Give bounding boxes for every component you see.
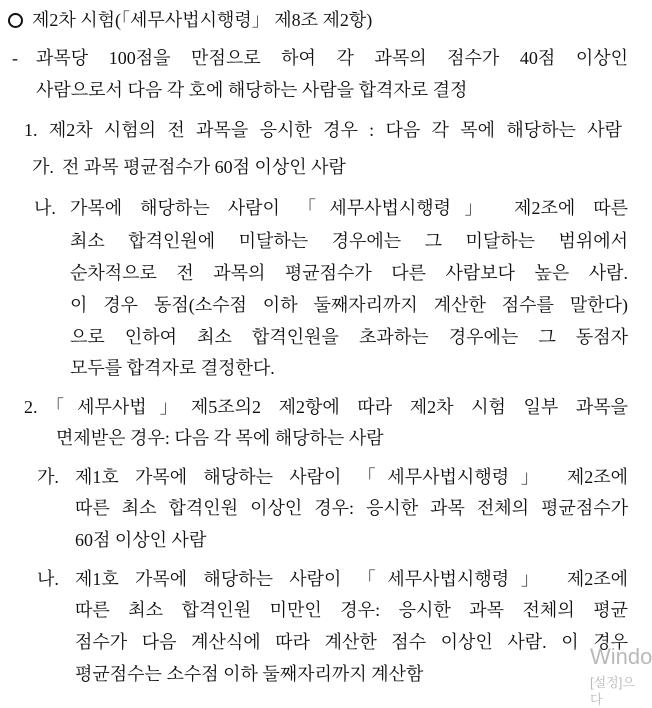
item1-na-line: 모두를 합격자로 결정한다. <box>70 358 275 378</box>
item2-na-label: 나. <box>37 569 59 589</box>
dash-marker: - <box>12 48 18 68</box>
item1-ga-text: 전 과목 평균점수가 60점 이상인 사람 <box>62 157 346 177</box>
item1-na-line: 최소 합격인원에 미달하는 경우에는 그 미달하는 범위에서 <box>70 231 628 251</box>
item1-text: 1. 제2차 시험의 전 과목을 응시한 경우 : 다음 각 목에 해당하는 사람 <box>24 120 622 140</box>
item2-label: 2. <box>24 397 38 417</box>
item2-line: 「세무사법」제5조의2 제2항에 따라 제2차 시험 일부 과목을 <box>46 397 628 417</box>
item2-na-line: 제1호 가목에 해당하는 사람이 「세무사법시행령」 제2조에 <box>75 569 628 589</box>
section-heading: 제2차 시험(「세무사법시행령」 제8조 제2항) <box>32 10 373 30</box>
item1-ga-label: 가. <box>32 157 54 177</box>
activation-watermark-text: 다 <box>590 692 603 707</box>
item2-na-line: 평균점수는 소수점 이하 둘째자리까지 계산함 <box>75 664 424 684</box>
item1-na-line: 가목에 해당하는 사람이 「세무사법시행령」 제2조에 따른 <box>70 198 628 218</box>
intro-line: 과목당 100점을 만점으로 하여 각 과목의 점수가 40점 이상인 <box>36 48 628 68</box>
activation-watermark-title: Windo <box>590 644 652 669</box>
item2-line: 면제받은 경우: 다음 각 목에 해당하는 사람 <box>56 428 384 448</box>
item1-na-line: 이 경우 동점(소수점 이하 둘째자리까지 계산한 점수를 말한다) <box>70 295 628 315</box>
item2-na-line: 따른 최소 합격인원 미만인 경우: 응시한 과목 전체의 평균 <box>75 600 628 620</box>
activation-watermark-text: [설정]으 <box>590 675 635 690</box>
item2-ga-label: 가. <box>37 467 59 487</box>
circle-icon <box>8 13 23 28</box>
item2-ga-line: 제1호 가목에 해당하는 사람이 「세무사법시행령」 제2조에 <box>75 467 628 487</box>
item2-na-line: 점수가 다음 계산식에 따라 계산한 점수 이상인 사람. 이 경우 <box>75 632 628 652</box>
item1-na-line: 으로 인하여 최소 합격인원을 초과하는 경우에는 그 동점자 <box>70 327 628 347</box>
item2-ga-line: 60점 이상인 사람 <box>75 530 207 550</box>
intro-line: 사람으로서 다음 각 호에 해당하는 사람을 합격자로 결정 <box>36 80 468 100</box>
item1-na-line: 순차적으로 전 과목의 평균점수가 다른 사람보다 높은 사람. <box>70 263 628 283</box>
item1-na-label: 나. <box>34 198 56 218</box>
item2-ga-line: 따른 최소 합격인원 이상인 경우: 응시한 과목 전체의 평균점수가 <box>75 498 628 518</box>
